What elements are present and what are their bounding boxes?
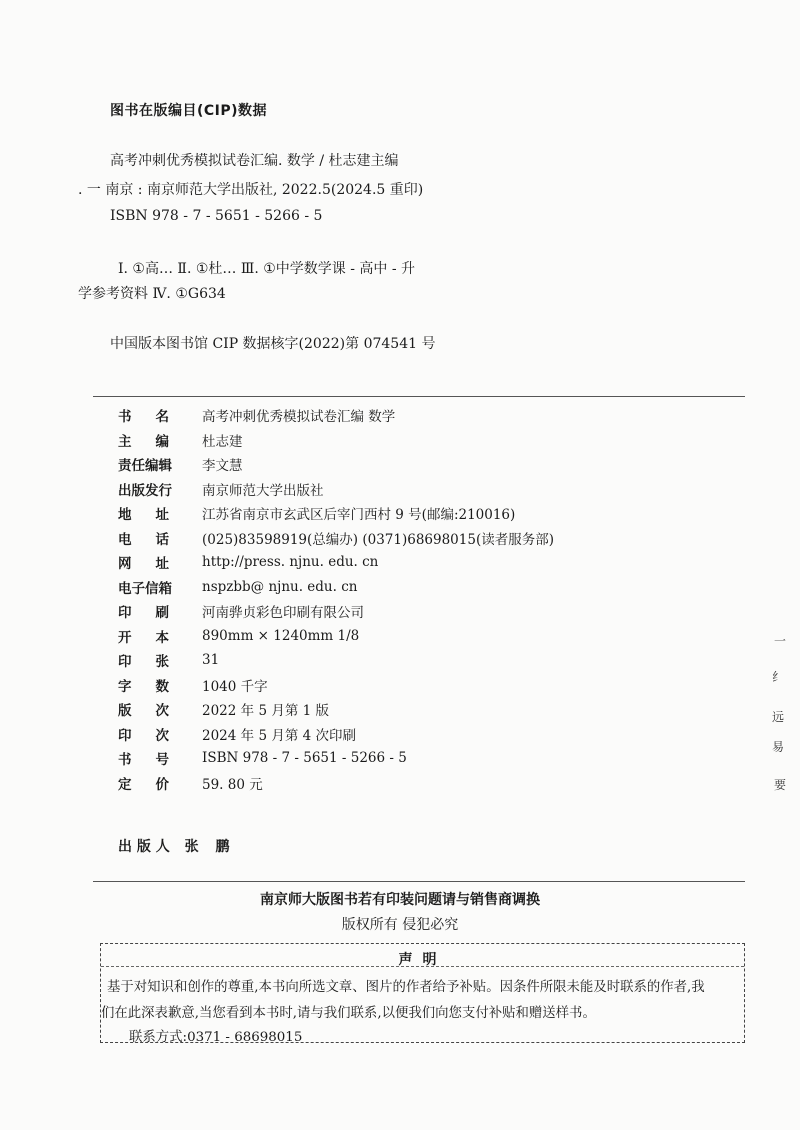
info-label: 责任编辑 [118, 458, 172, 475]
publisher-line [118, 836, 236, 856]
info-value: 高考冲刺优秀模拟试卷汇编 数学 [202, 409, 396, 426]
edge-mark: 远 [772, 710, 785, 724]
info-row-editor [118, 428, 678, 453]
info-row-isbn [118, 746, 678, 771]
info-row-format [118, 624, 678, 649]
info-value: 2024 年 5 月第 4 次印刷 [202, 727, 356, 744]
info-value: (025)83598919(总编办) (0371)68698015(读者服务部) [202, 531, 554, 548]
info-value: 890mm × 1240mm 1/8 [202, 627, 360, 644]
info-value: 江苏省南京市玄武区后宰门西村 9 号(邮编:210016) [202, 507, 516, 524]
info-row-price [118, 771, 678, 796]
info-label: 印张 [118, 654, 193, 671]
info-value: ISBN 978 - 7 - 5651 - 5266 - 5 [202, 750, 407, 767]
info-value: 南京师范大学出版社 [202, 482, 324, 499]
info-row-phone [118, 526, 678, 551]
info-value: 31 [202, 652, 220, 669]
publisher-name: 张 鹏 [184, 839, 236, 855]
info-label: 出版发行 [118, 482, 172, 499]
cip-record-number: 中国版本图书馆 CIP 数据核字(2022)第 074541 号 [110, 336, 436, 352]
info-label: 印次 [118, 727, 193, 744]
info-row-printer [118, 599, 678, 624]
info-value: nspzbb@ njnu. edu. cn [202, 578, 358, 595]
cip-isbn: ISBN 978 - 7 - 5651 - 5266 - 5 [110, 208, 323, 224]
info-row-word-count [118, 673, 678, 698]
statement-line-1: 基于对知识和创作的尊重,本书向所选文章、图片的作者给予补贴。因条件所限未能及时联系的作者,我 [107, 980, 705, 995]
info-label: 印刷 [118, 605, 193, 622]
info-row-website [118, 550, 678, 575]
info-value: 1040 千字 [202, 678, 268, 695]
info-row-publisher [118, 477, 678, 502]
statement-title-divider [101, 966, 744, 967]
info-row-responsible-editor [118, 452, 678, 477]
print-quality-notice: 南京师大版图书若有印装问题请与销售商调换 [260, 892, 540, 908]
statement-title: 声明 [398, 952, 447, 968]
cip-classification-1: Ⅰ. ①高… Ⅱ. ①杜… Ⅲ. ①中学数学课 - 高中 - 升 [118, 261, 416, 277]
info-value: 59. 80 元 [202, 776, 263, 793]
cip-title: 图书在版编目(CIP)数据 [110, 103, 268, 119]
info-label: 网址 [118, 556, 193, 573]
info-row-address [118, 501, 678, 526]
info-row-sheets [118, 648, 678, 673]
copyright-notice: 版权所有 侵犯必究 [341, 917, 459, 933]
info-row-edition [118, 697, 678, 722]
info-row-title [118, 403, 678, 428]
info-row-email [118, 575, 678, 600]
info-label: 书名 [118, 409, 193, 426]
info-label: 定价 [118, 776, 193, 793]
statement-box [100, 943, 745, 1043]
cip-classification-2: 学参考资料 Ⅳ. ①G634 [78, 286, 226, 302]
info-row-printing [118, 722, 678, 747]
info-value: 2022 年 5 月第 1 版 [202, 703, 329, 720]
info-label: 开本 [118, 629, 193, 646]
info-label: 电话 [118, 531, 193, 548]
publisher-label: 出 版 人 [118, 839, 170, 855]
edge-mark: 要 [774, 778, 787, 792]
info-value: 李文慧 [202, 458, 243, 475]
edge-mark: 纟 [772, 670, 785, 684]
info-label: 主编 [118, 433, 193, 450]
book-info-table [118, 403, 678, 795]
divider-bottom [93, 881, 745, 882]
cip-book-title: 高考冲刺优秀模拟试卷汇编. 数学 / 杜志建主编 [110, 153, 399, 169]
edge-mark: 易 [772, 740, 785, 754]
info-label: 地址 [118, 507, 193, 524]
info-label: 书号 [118, 752, 193, 769]
statement-contact: 联系方式:0371 - 68698015 [129, 1030, 303, 1045]
info-value: 河南骅贞彩色印刷有限公司 [202, 605, 364, 622]
info-label: 电子信箱 [118, 580, 172, 597]
info-label: 字数 [118, 678, 193, 695]
info-value: 杜志建 [202, 433, 243, 450]
info-label: 版次 [118, 703, 193, 720]
cip-publication: . 一 南京 : 南京师范大学出版社, 2022.5(2024.5 重印) [78, 182, 424, 198]
edge-mark: 一 [774, 634, 787, 648]
statement-line-2: 们在此深表歉意,当您看到本书时,请与我们联系,以便我们向您支付补贴和赠送样书。 [101, 1006, 596, 1021]
info-value: http://press. njnu. edu. cn [202, 554, 379, 571]
divider-top [93, 396, 745, 397]
